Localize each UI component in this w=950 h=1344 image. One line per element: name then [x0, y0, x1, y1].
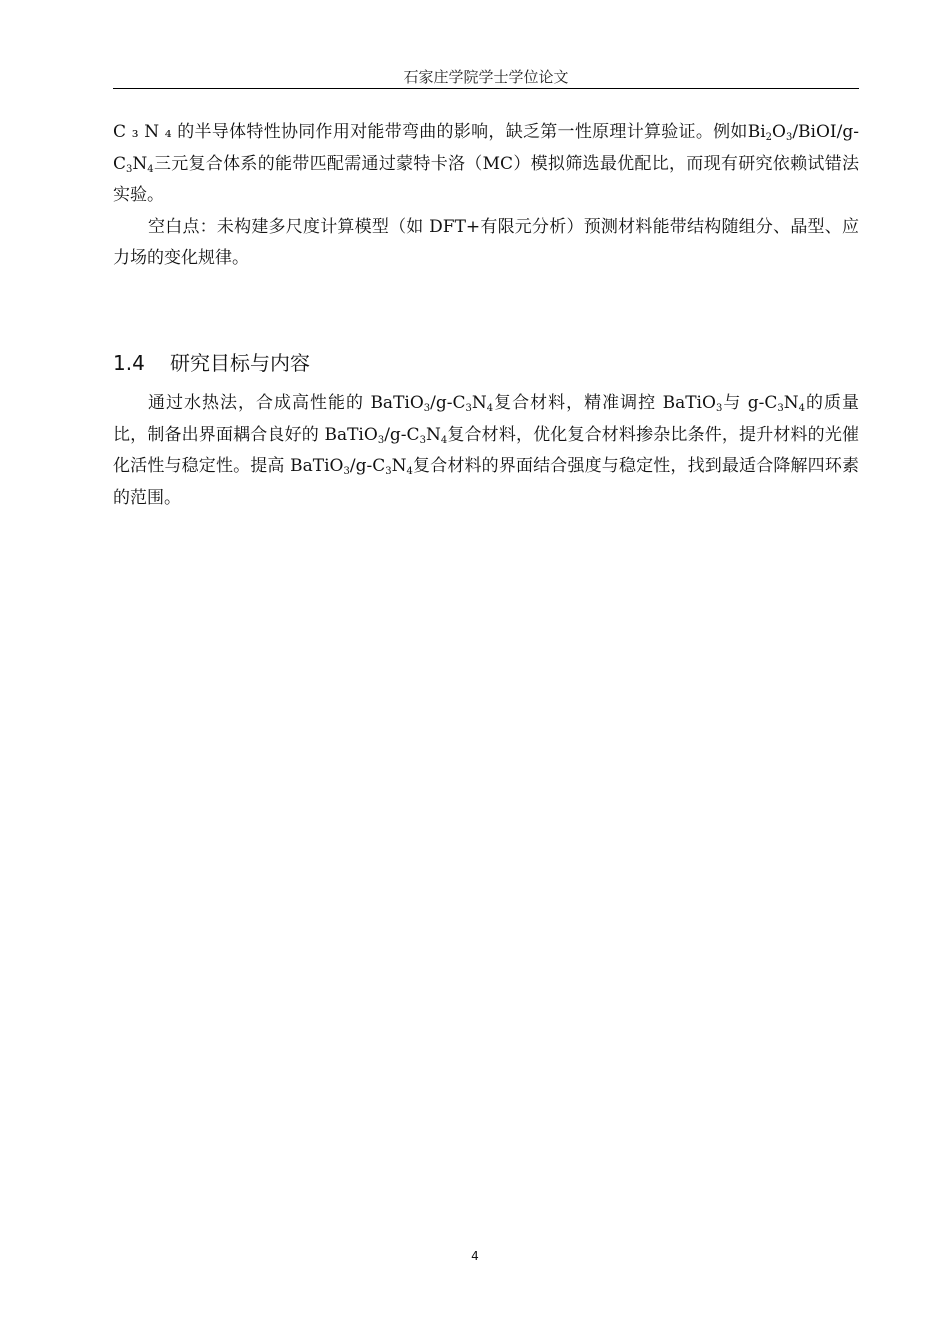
paragraph-research-gap: 空白点：未构建多尺度计算模型（如 DFT+有限元分析）预测材料能带结构随组分、晶型、应力场的变化规律。 [113, 216, 859, 268]
paragraph-objectives: 通过水热法，合成高性能的 $BaTiO_3/g-C_3N_4$复合材料，精准调控 BaTiO$_3$与 $g-C_3N_4$的质量比，制备出界面耦合良好的 $BaTiO_3/g-C_3N_4$复合材料，优化复合材料掺杂比条件，提升材料的光催化活性与稳定性。提高 $BaTiO_3/g-C_3N_4$复合材料的界面结合强度与稳定性，找到最适合降解四环素的范围。 [113, 393, 860, 508]
body-text-block [113, 117, 859, 275]
page-number: 4 [471, 1249, 479, 1263]
paragraph-continuation: C ₃ N ₄ 的半导体特性协同作用对能带弯曲的影响，缺乏第一性原理计算验证。例如$Bi_2O_3/BiOI/g-C_3N_4$三元复合体系的能带匹配需通过蒙特卡洛（MC）模拟筛选最优配比，而现有研究依赖试错法实验。 [113, 122, 859, 205]
header-rule [113, 88, 859, 89]
section-body [113, 388, 859, 514]
section-heading [113, 347, 310, 376]
section-number: 1.4 [113, 351, 145, 375]
section-title: 研究目标与内容 [170, 351, 310, 375]
running-header: 石家庄学院学士学位论文 [403, 68, 569, 86]
